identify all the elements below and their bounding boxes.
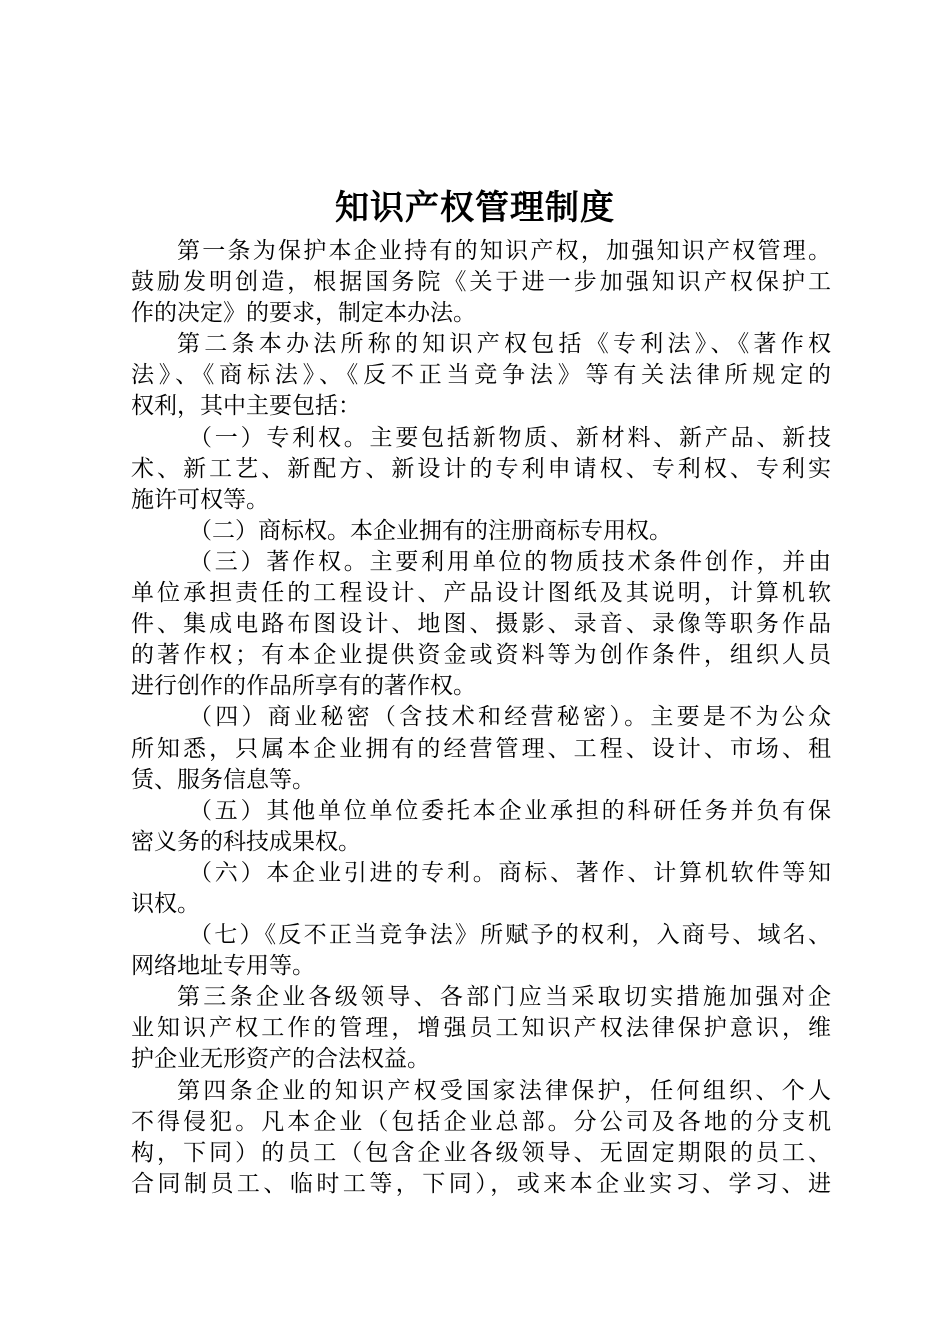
paragraph-line: 赁、服务信息等。 xyxy=(131,766,315,793)
paragraph-line: （二）商标权。本企业拥有的注册商标专用权。 xyxy=(189,517,672,544)
paragraph-line: 构，下同）的员工（包含企业各级领导、无固定期限的员工、 xyxy=(131,1139,831,1166)
paragraph-line: 业知识产权工作的管理，增强员工知识产权法律保护意识，维 xyxy=(131,1015,831,1042)
paragraph-line: 合同制员工、临时工等，下同），或来本企业实习、学习、进 xyxy=(131,1170,831,1197)
paragraph-line: （五）其他单位单位委托本企业承担的科研任务并负有保 xyxy=(189,797,831,824)
paragraph-line: 密义务的科技成果权。 xyxy=(131,828,361,855)
paragraph-line: 单位承担责任的工程设计、产品设计图纸及其说明，计算机软 xyxy=(131,580,831,607)
page-title: 知识产权管理制度 xyxy=(335,188,615,228)
paragraph-line: 所知悉，只属本企业拥有的经营管理、工程、设计、市场、租 xyxy=(131,735,831,762)
paragraph-line: 不得侵犯。凡本企业（包括企业总部。分公司及各地的分支机 xyxy=(131,1108,831,1135)
paragraph-line: （七）《反不正当竞争法》所赋予的权利，入商号、域名、 xyxy=(189,922,831,949)
paragraph-line: 进行创作的作品所享有的著作权。 xyxy=(131,673,476,700)
paragraph-line: 施许可权等。 xyxy=(131,486,269,513)
paragraph-line: 识权。 xyxy=(131,890,200,917)
paragraph-line: 术、新工艺、新配方、新设计的专利申请权、专利权、专利实 xyxy=(131,455,831,482)
paragraph-line: 第三条企业各级领导、各部门应当采取切实措施加强对企 xyxy=(177,984,831,1011)
paragraph-line: 第二条本办法所称的知识产权包括《专利法》、《著作权 xyxy=(177,331,831,358)
document-body xyxy=(131,236,831,1200)
paragraph-line: 护企业无形资产的合法权益。 xyxy=(131,1046,430,1073)
paragraph-line: 第四条企业的知识产权受国家法律保护，任何组织、个人 xyxy=(177,1077,831,1104)
paragraph-line: （六）本企业引进的专利。商标、著作、计算机软件等知 xyxy=(189,859,831,886)
paragraph-line: 第一条为保护本企业持有的知识产权，加强知识产权管理。 xyxy=(177,238,831,264)
paragraph-line: 作的决定》的要求，制定本办法。 xyxy=(131,300,476,327)
paragraph-line: 鼓励发明创造，根据国务院《关于进一步加强知识产权保护工 xyxy=(131,269,831,296)
paragraph-line: 的著作权；有本企业提供资金或资料等为创作条件，组织人员 xyxy=(131,642,831,669)
paragraph-line: （三）著作权。主要利用单位的物质技术条件创作，并由 xyxy=(189,548,831,575)
paragraph-line: 权利，其中主要包括： xyxy=(131,393,361,420)
paragraph-line: （一）专利权。主要包括新物质、新材料、新产品、新技 xyxy=(189,424,831,451)
paragraph-line: 网络地址专用等。 xyxy=(131,953,315,980)
paragraph-line: 件、集成电路布图设计、地图、摄影、录音、录像等职务作品 xyxy=(131,611,831,638)
paragraph-line: 法》、《商标法》、《反不正当竞争法》等有关法律所规定的 xyxy=(131,362,831,389)
paragraph-line: （四）商业秘密（含技术和经营秘密）。主要是不为公众 xyxy=(189,704,831,731)
